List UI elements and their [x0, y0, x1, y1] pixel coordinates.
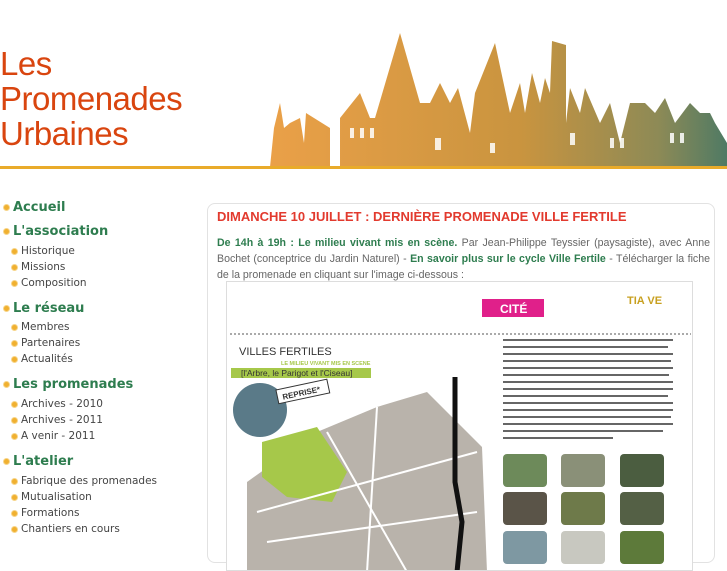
nav-archives-2010[interactable]: Archives - 2010 — [12, 398, 103, 410]
bullet-icon — [12, 341, 17, 346]
nav-promenades[interactable]: Les promenades — [4, 377, 133, 392]
nav-formations[interactable]: Formations — [12, 507, 79, 519]
article-headline: DIMANCHE 10 JUILLET : DERNIÈRE PROMENADE VILLE FERTILE — [217, 209, 627, 224]
bullet-icon — [4, 205, 9, 210]
bullet-icon — [12, 281, 17, 286]
svg-text:[l'Arbre, le Parigot et l'Cise: [l'Arbre, le Parigot et l'Ciseau] — [241, 368, 353, 378]
bullet-icon — [12, 265, 17, 270]
bullet-icon — [12, 325, 17, 330]
bullet-icon — [12, 495, 17, 500]
nav-accueil[interactable]: Accueil — [4, 200, 65, 215]
nav-fabrique[interactable]: Fabrique des promenades — [12, 475, 157, 487]
bullet-icon — [12, 527, 17, 532]
bullet-icon — [4, 459, 9, 464]
nav-partenaires[interactable]: Partenaires — [12, 337, 80, 349]
bullet-icon — [12, 402, 17, 407]
flyer-download-image[interactable] — [226, 281, 693, 571]
svg-text:REPRISE*: REPRISE* — [281, 384, 321, 402]
skyline-banner-image — [270, 33, 727, 167]
bullet-icon — [4, 306, 9, 311]
bullet-icon — [12, 249, 17, 254]
nav-actualites[interactable]: Actualités — [12, 353, 73, 365]
nav-mutualisation[interactable]: Mutualisation — [12, 491, 92, 503]
bullet-icon — [4, 382, 9, 387]
article-text: De 14h à 19h : Le milieu vivant mis en scène. Par Jean-Philippe Teyssier (paysagiste), avec Anne Bochet (conceptrice du Jardin Naturel) - En savoir plus sur le cycle Ville Fertile - Télécharger la fiche de la promenade en cliquant sur l'image ci-dessous : — [217, 237, 710, 281]
time-title: De 14h à 19h : Le milieu vivant mis en scène. — [217, 237, 458, 249]
nav-atelier[interactable]: L'atelier — [4, 454, 73, 469]
nav-missions[interactable]: Missions — [12, 261, 65, 273]
svg-text:TIA VE: TIA VE — [627, 295, 663, 307]
article-box — [207, 203, 715, 563]
nav-a-venir-2011[interactable]: A venir - 2011 — [12, 430, 95, 442]
bullet-icon — [12, 418, 17, 423]
svg-text:CITÉ: CITÉ — [500, 302, 528, 316]
cycle-link[interactable]: En savoir plus sur le cycle Ville Fertile — [410, 253, 606, 265]
nav-association[interactable]: L'association — [4, 224, 108, 239]
nav-membres[interactable]: Membres — [12, 321, 69, 333]
bullet-icon — [4, 229, 9, 234]
site-title[interactable]: Les Promenades Urbaines — [0, 45, 183, 152]
bullet-icon — [12, 479, 17, 484]
header-divider — [0, 166, 727, 169]
nav-historique[interactable]: Historique — [12, 245, 75, 257]
flyer-photos — [503, 454, 664, 564]
flyer-text-block — [503, 339, 673, 439]
nav-reseau[interactable]: Le réseau — [4, 301, 84, 316]
nav-archives-2011[interactable]: Archives - 2011 — [12, 414, 103, 426]
bullet-icon — [12, 357, 17, 362]
nav-chantiers[interactable]: Chantiers en cours — [12, 523, 120, 535]
bullet-icon — [12, 511, 17, 516]
svg-text:LE MILIEU VIVANT MIS EN SCENE: LE MILIEU VIVANT MIS EN SCENE — [281, 361, 371, 367]
nav-composition[interactable]: Composition — [12, 277, 87, 289]
svg-text:VILLES FERTILES: VILLES FERTILES — [239, 346, 332, 358]
bullet-icon — [12, 434, 17, 439]
flyer-graphic — [227, 282, 693, 571]
